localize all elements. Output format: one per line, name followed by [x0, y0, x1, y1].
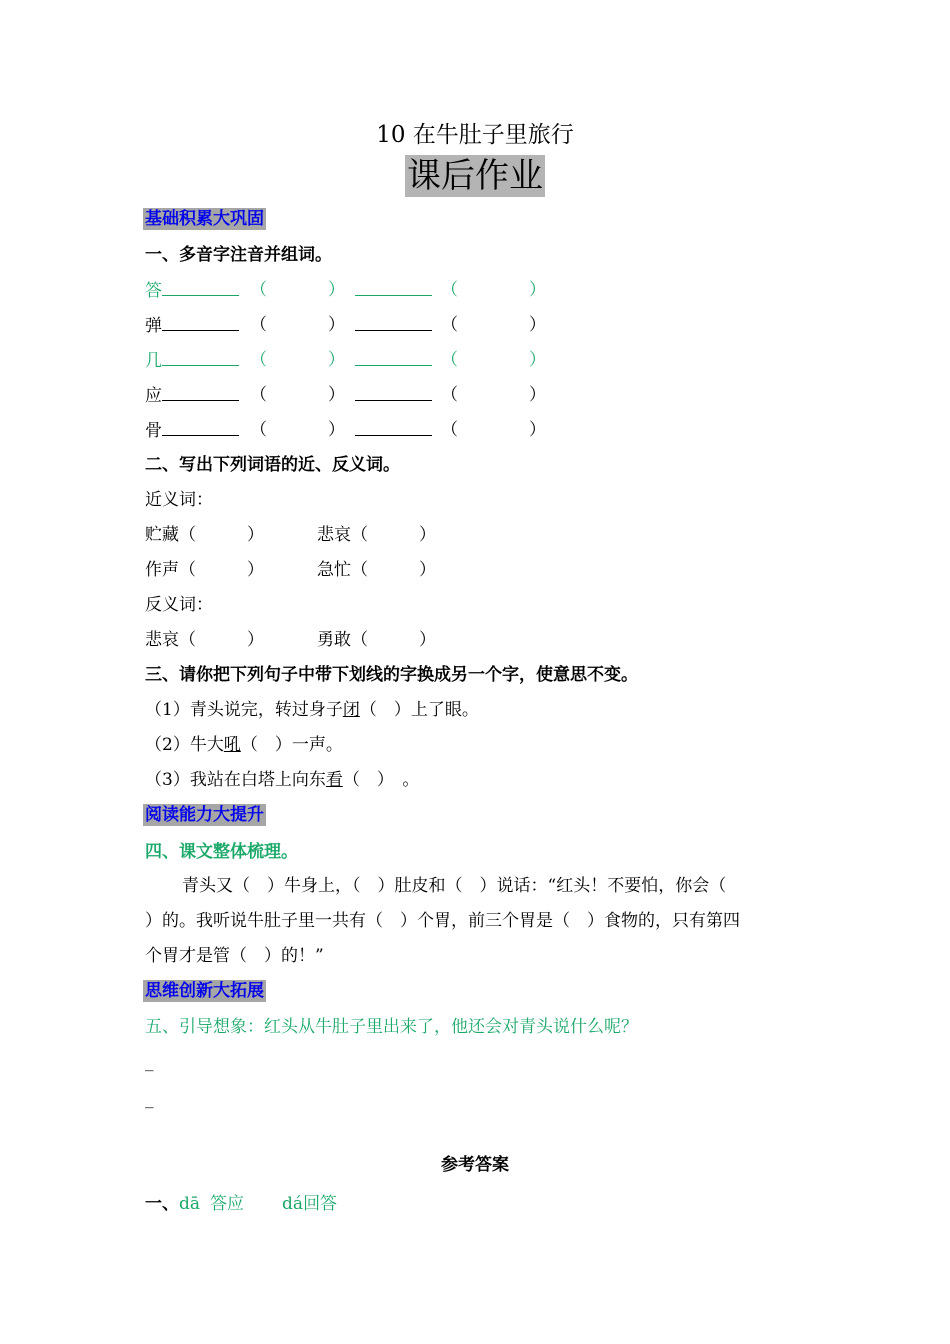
pinyin: dá [282, 1194, 304, 1214]
pinyin-blank[interactable] [162, 313, 239, 331]
q1-char: 骨 [145, 421, 162, 441]
q1-row-da [145, 278, 546, 303]
paren-open: （ [250, 315, 267, 335]
paren-close: ） [328, 280, 345, 300]
q1-row-gu [145, 418, 546, 443]
q2-title: 二、写出下列词语的近、反义词。 [145, 455, 400, 475]
answer-blank[interactable]: _ [145, 1089, 154, 1109]
q1-row-dan [145, 313, 546, 338]
paren-close: ） [529, 420, 546, 440]
answer-word: 回答 [303, 1194, 338, 1214]
paren-close: ） [328, 420, 345, 440]
q4-passage-line: 青头又（ ）牛身上，（ ）肚皮和（ ）说话：“红头！不要怕，你会（ [182, 876, 727, 896]
antonym-item: 勇敢（ ） [317, 630, 436, 650]
antonym-item: 悲哀（ ） [145, 630, 264, 650]
sentence-text: （ ） 。 [342, 770, 420, 790]
answer-blank[interactable]: _ [145, 1052, 154, 1072]
q1-row-ji [145, 348, 546, 373]
q3-sentence-2 [145, 733, 343, 757]
pinyin-blank[interactable] [355, 383, 432, 401]
paren-open: （ [441, 315, 458, 335]
q3-sentence-3 [145, 768, 419, 792]
sentence-text: （3）我站在白塔上向东 [145, 770, 326, 790]
sentence-text: （ ）一声。 [240, 735, 343, 755]
sentence-text: （ ）上了眼。 [359, 700, 479, 720]
paren-open: （ [441, 420, 458, 440]
q1-char: 应 [145, 386, 162, 406]
synonym-item: 作声（ ） [145, 560, 264, 580]
pinyin-blank[interactable] [355, 278, 432, 296]
q1-char: 答 [145, 281, 162, 301]
q5-title: 五、引导想象：红头从牛肚子里出来了，他还会对青头说什么呢？ [145, 1017, 638, 1037]
answer-label: 一、 [145, 1194, 179, 1214]
pinyin-blank[interactable] [162, 348, 239, 366]
q4-passage-line: 个胃才是管（ ）的！” [145, 946, 324, 966]
paren-close: ） [328, 350, 345, 370]
paren-open: （ [250, 280, 267, 300]
pinyin-blank[interactable] [355, 418, 432, 436]
pinyin-blank[interactable] [355, 313, 432, 331]
answers-title: 参考答案 [441, 1155, 509, 1175]
underlined-char: 吼 [223, 735, 241, 755]
section-creative: 思维创新大拓展 [145, 981, 264, 1001]
synonym-item: 悲哀（ ） [317, 525, 436, 545]
antonym-label: 反义词： [145, 595, 213, 615]
paren-close: ） [529, 280, 546, 300]
synonym-item: 贮藏（ ） [145, 525, 264, 545]
paren-close: ） [529, 315, 546, 335]
section-reading: 阅读能力大提升 [145, 805, 264, 825]
lesson-title: 10 在牛肚子里旅行 [376, 122, 574, 148]
pinyin-blank[interactable] [162, 278, 239, 296]
pinyin: dā [179, 1194, 201, 1214]
paren-open: （ [250, 420, 267, 440]
q4-title: 四、课文整体梳理。 [145, 842, 298, 862]
homework-subtitle: 课后作业 [407, 156, 543, 196]
sentence-text: （1）青头说完，转过身子 [145, 700, 343, 720]
sentence-text: （2）牛大 [145, 735, 224, 755]
paren-close: ） [529, 350, 546, 370]
paren-close: ） [529, 385, 546, 405]
paren-open: （ [441, 385, 458, 405]
paren-open: （ [250, 350, 267, 370]
q4-passage-line: ）的。我听说牛肚子里一共有（ ）个胃，前三个胃是（ ）食物的，只有第四 [145, 911, 740, 931]
paren-close: ） [328, 315, 345, 335]
pinyin-blank[interactable] [355, 348, 432, 366]
q1-row-ying [145, 383, 546, 408]
synonym-item: 急忙（ ） [317, 560, 436, 580]
underlined-char: 看 [325, 770, 343, 790]
paren-open: （ [441, 350, 458, 370]
q3-title: 三、请你把下列句子中带下划线的字换成另一个字，使意思不变。 [145, 665, 638, 685]
underlined-char: 闭 [342, 700, 360, 720]
answer-1 [145, 1192, 337, 1216]
synonym-label: 近义词： [145, 490, 213, 510]
section-basic: 基础积累大巩固 [145, 209, 264, 229]
q1-char: 弹 [145, 316, 162, 336]
answer-word: 答应 [210, 1194, 245, 1214]
q3-sentence-1 [145, 698, 479, 722]
pinyin-blank[interactable] [162, 418, 239, 436]
paren-open: （ [250, 385, 267, 405]
pinyin-blank[interactable] [162, 383, 239, 401]
paren-open: （ [441, 280, 458, 300]
q1-title: 一、多音字注音并组词。 [145, 245, 332, 265]
q1-char: 几 [145, 351, 162, 371]
paren-close: ） [328, 385, 345, 405]
